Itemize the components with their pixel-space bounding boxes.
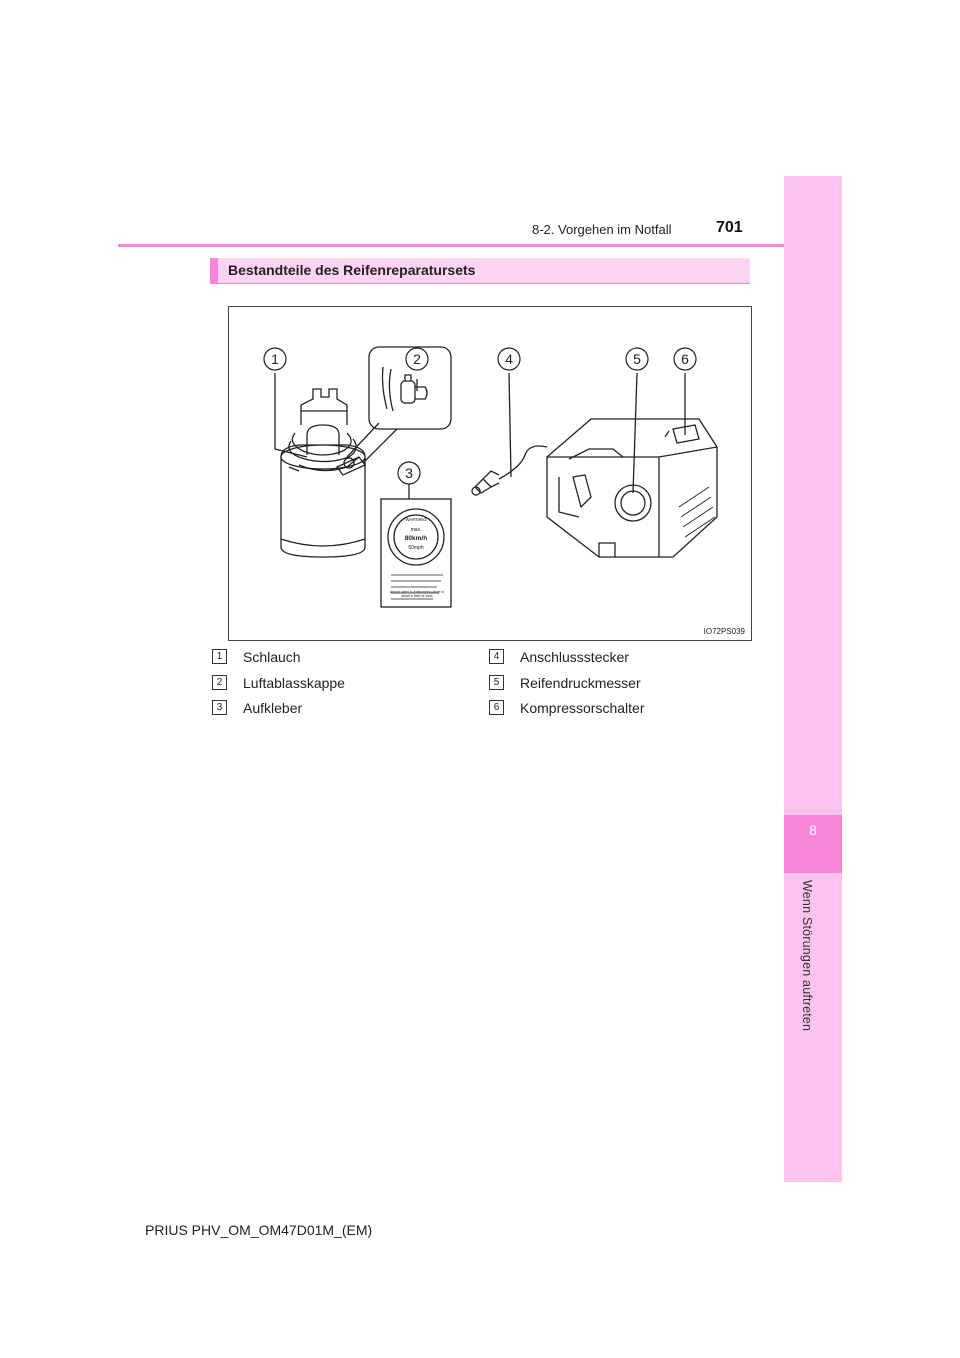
callout-label-4: 4: [505, 351, 513, 367]
chapter-number: 8: [809, 822, 817, 838]
legend-label-3: Aufkleber: [243, 700, 303, 716]
legend-label-1: Schlauch: [243, 649, 301, 665]
callout-label-5: 5: [633, 351, 641, 367]
legend-label-6: Kompressorschalter: [520, 700, 645, 716]
footer-document-code: PRIUS PHV_OM_OM47D01M_(EM): [145, 1222, 373, 1238]
chapter-title: Wenn Störungen auftreten: [800, 880, 814, 1032]
page-number: 701: [716, 219, 743, 236]
header-rule: [118, 244, 784, 247]
legend-label-2: Luftablasskappe: [243, 675, 345, 691]
callout-label-6: 6: [681, 351, 689, 367]
section-heading: [210, 258, 750, 284]
legend-label-4: Anschlussstecker: [520, 649, 629, 665]
figure-code: IO72PS039: [703, 627, 745, 636]
callout-label-3: 3: [405, 465, 413, 481]
sticker-instruction: Attach label to instrument panel in driver's field of view: [389, 590, 445, 598]
legend-num-6: 6: [489, 700, 504, 715]
legend-label-5: Reifendruckmesser: [520, 675, 641, 691]
legend-num-1: 1: [212, 649, 227, 664]
sticker-speed-label: max.: [410, 527, 422, 533]
legend-num-3: 3: [212, 700, 227, 715]
chapter-title-wrap: [800, 880, 826, 1140]
legend-num-4: 4: [489, 649, 504, 664]
section-heading-bar: [210, 258, 218, 283]
tire-repair-kit-figure: [228, 306, 752, 641]
sticker-speed-kmh: 80km/h: [404, 535, 428, 542]
sticker-speed-mph: 50mph: [408, 545, 424, 551]
sticker-warning-word: WARNING: [405, 517, 427, 522]
callout-label-2: 2: [413, 351, 421, 367]
legend-num-5: 5: [489, 675, 504, 690]
air-release-cap-zoom-icon: [347, 347, 451, 463]
sealant-bottle-icon: [281, 389, 365, 557]
tire-repair-kit-illustration: [229, 307, 751, 640]
header-section-title: 8-2. Vorgehen im Notfall: [532, 222, 672, 237]
compressor-icon: [472, 419, 717, 557]
section-heading-text: Bestandteile des Reifenreparatursets: [228, 262, 476, 278]
callout-label-1: 1: [271, 351, 279, 367]
legend-num-2: 2: [212, 675, 227, 690]
